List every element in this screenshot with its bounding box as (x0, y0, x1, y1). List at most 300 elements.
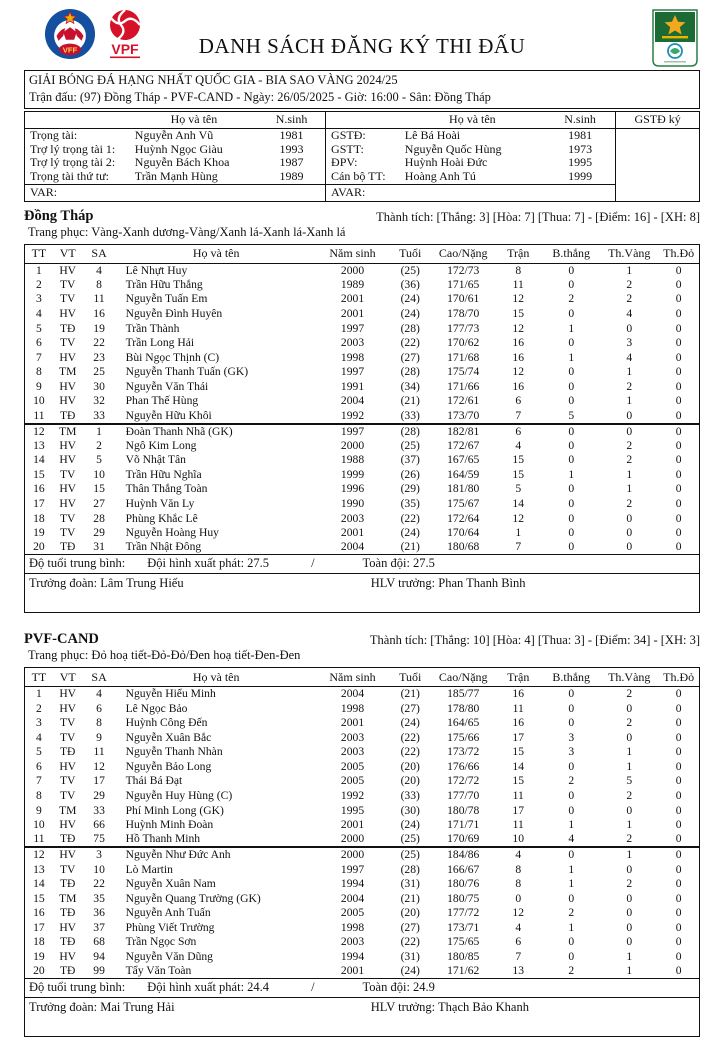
player-cell: Nguyễn Tuấn Em (125, 292, 208, 306)
player-cell: 1 (515, 526, 522, 540)
player-cell: 16 (512, 379, 525, 393)
leaders-row (24, 998, 700, 1037)
player-table (24, 244, 700, 556)
player-cell: 0 (568, 453, 575, 467)
player-cell: 171/62 (447, 964, 480, 978)
player-cell: 5 (626, 774, 633, 788)
officials-header-birth: N.sinh (545, 112, 616, 129)
player-cell: 12 (512, 292, 525, 306)
player-cell: 32 (93, 394, 105, 408)
officials-header-blank (326, 112, 400, 129)
player-cell: 2003 (340, 935, 365, 949)
player-cell: 3 (36, 716, 42, 730)
player-cell: 10 (93, 467, 105, 481)
player-cell: HV (59, 818, 77, 832)
player-table (24, 667, 700, 979)
player-cell: Trần Ngọc Sơn (125, 935, 197, 949)
player-cell: 2000 (340, 438, 365, 452)
player-cell: 0 (675, 307, 682, 320)
player-cell: 7 (515, 540, 522, 554)
player-cell: 4 (626, 307, 633, 320)
player-cell: (31) (400, 949, 420, 963)
player-cell: 1997 (340, 862, 365, 876)
player-cell: TĐ (59, 877, 76, 891)
player-cell: 0 (675, 277, 682, 291)
player-cell: 175/66 (447, 730, 480, 744)
col-header-tt: TT (25, 244, 53, 263)
player-cell: 2 (36, 701, 42, 715)
player-cell: (20) (400, 759, 420, 773)
player-cell: 15 (512, 774, 525, 788)
col-header-tt: TT (25, 668, 53, 687)
player-cell: 12 (93, 759, 105, 773)
player-cell: 15 (512, 745, 525, 759)
player-cell: (22) (400, 935, 420, 949)
player-row (25, 409, 700, 424)
player-cell: Nguyễn Hữu Khôi (116, 409, 317, 424)
player-cell: 167/65 (447, 453, 480, 467)
player-cell: 3 (626, 336, 633, 350)
player-cell: 0 (568, 511, 575, 525)
col-header-height-weight: Cao/Nặng (432, 668, 494, 687)
player-cell: TV (59, 774, 76, 788)
player-cell: 1 (36, 263, 42, 277)
player-cell: 15 (33, 467, 45, 481)
player-table-header-row (25, 668, 700, 687)
player-cell: 0 (626, 730, 633, 744)
officials-row (25, 156, 700, 170)
player-cell: 5 (36, 745, 42, 759)
player-cell: 178/70 (447, 307, 480, 320)
player-cell: 2003 (340, 336, 365, 350)
vpf-logo-icon (102, 8, 148, 60)
player-cell: (21) (400, 540, 420, 554)
player-cell: 177/70 (447, 789, 480, 803)
squad-age: Toàn đội: 27.5 (362, 556, 435, 571)
player-cell: (36) (400, 277, 420, 291)
player-cell: 175/67 (447, 497, 480, 511)
lineup-age: Đội hình xuất phát: 24.4 (147, 980, 270, 995)
player-cell: 0 (568, 497, 575, 511)
player-cell: Trần Hữu Nghĩa (125, 467, 202, 481)
player-cell: 4 (515, 848, 522, 862)
player-cell: Trần Long Hải (125, 336, 195, 350)
player-cell: TĐ (53, 409, 83, 424)
official-name: Huỳnh Hoài Đức (404, 156, 488, 170)
section-divider-space (24, 613, 700, 625)
player-row (25, 731, 700, 746)
player-cell: 1991 (340, 379, 365, 393)
official-name: Nguyễn Bách Khoa (134, 156, 230, 170)
player-cell: 3 (36, 292, 42, 306)
player-cell: Nguyễn Quang Trường (GK) (125, 891, 261, 905)
player-cell: 2 (568, 964, 575, 978)
player-cell: 0 (675, 818, 682, 832)
player-cell: 1997 (340, 424, 365, 438)
player-cell: 0 (626, 906, 633, 920)
player-cell: 16 (512, 350, 525, 364)
player-cell: 2004 (340, 687, 365, 701)
player-cell: Nguyễn Anh Tuấn (125, 906, 211, 920)
player-cell: Hồ Thanh Minh (116, 832, 317, 847)
player-cell: 1 (626, 949, 633, 963)
player-cell: Nguyễn Hoàng Huy (125, 526, 219, 540)
player-cell: Phùng Khắc Lê (125, 511, 198, 525)
player-cell: 1990 (340, 497, 365, 511)
player-cell: 172/61 (447, 394, 480, 408)
player-cell: 2005 (340, 759, 365, 773)
player-cell: 1994 (340, 949, 365, 963)
player-cell: Nguyễn Văn Dũng (125, 949, 213, 963)
player-cell: 0 (568, 949, 575, 963)
player-cell: (28) (400, 365, 420, 379)
player-cell: 1988 (340, 453, 365, 467)
player-cell: 11 (512, 789, 524, 803)
col-header-goals: B.thắng (542, 244, 600, 263)
team-kit: Trang phục: Vàng-Xanh dương-Vàng/Xanh lá-Xanh lá-Xanh lá (28, 224, 346, 239)
player-cell: (24) (400, 526, 420, 540)
player-cell: 1 (36, 687, 42, 701)
player-cell: 2003 (340, 745, 365, 759)
player-cell: 10 (33, 394, 45, 408)
document-header (24, 8, 700, 68)
player-cell: 2 (568, 292, 575, 306)
col-header-height-weight: Cao/Nặng (432, 244, 494, 263)
player-cell: TV (59, 730, 76, 744)
player-cell: 2 (626, 789, 633, 803)
player-cell: 1998 (340, 701, 365, 715)
player-cell: 1 (568, 877, 575, 891)
player-cell: 3 (568, 730, 575, 744)
player-cell: Phan Thế Hùng (125, 394, 199, 408)
col-header-sa: SA (83, 244, 116, 263)
player-cell: 8 (36, 365, 42, 379)
col-header-matches: Trận (494, 668, 542, 687)
player-cell: 1992 (317, 409, 389, 424)
player-cell: 8 (96, 716, 102, 730)
player-cell: 11 (25, 832, 53, 847)
player-cell: 2 (600, 832, 658, 847)
official-name: Nguyễn Anh Vũ (134, 128, 214, 142)
player-row (25, 394, 700, 409)
player-cell: 2003 (340, 511, 365, 525)
player-cell: 22 (93, 336, 105, 350)
player-cell: 2 (96, 438, 102, 452)
player-row (25, 745, 700, 760)
col-header-name: Họ và tên (116, 244, 317, 263)
page-title: DANH SÁCH ĐĂNG KÝ THI ĐẤU (198, 34, 526, 58)
player-cell: 4 (515, 920, 522, 934)
team-header (24, 207, 700, 225)
slash: / (311, 980, 315, 995)
player-cell: 8 (515, 877, 522, 891)
player-cell: 14 (512, 497, 525, 511)
player-cell: TV (59, 277, 76, 291)
player-cell: Nguyễn Bảo Long (125, 759, 212, 773)
official-name: Lê Bá Hoài (404, 128, 461, 142)
player-cell: 0 (675, 336, 682, 350)
player-cell: 173/70 (432, 409, 494, 424)
player-cell: 0 (675, 365, 682, 379)
player-cell: (20) (400, 774, 420, 788)
avar-label: AVAR: (326, 184, 616, 201)
player-cell: 4 (626, 350, 633, 364)
player-cell: 1 (626, 467, 633, 481)
player-cell: (24) (400, 964, 420, 978)
col-header-vt: VT (53, 244, 83, 263)
player-cell: 3 (568, 745, 575, 759)
player-cell: Thân Thắng Toàn (125, 482, 208, 496)
player-cell: 11 (512, 701, 524, 715)
player-cell: (22) (400, 336, 420, 350)
player-row (25, 760, 700, 775)
player-cell: 16 (33, 906, 45, 920)
player-row (25, 877, 700, 892)
player-cell: 2 (626, 292, 633, 306)
player-cell: 2 (626, 497, 633, 511)
player-cell: 15 (93, 482, 105, 496)
player-cell: (21) (400, 394, 420, 408)
col-header-red: Th.Đỏ (658, 244, 699, 263)
player-cell: (25) (400, 848, 420, 862)
player-cell: 11 (93, 292, 105, 306)
player-cell: HV (59, 920, 77, 934)
player-cell: 35 (93, 891, 105, 905)
player-cell: Huỳnh Công Đến (125, 716, 208, 730)
player-cell: 182/81 (447, 424, 480, 438)
player-row (25, 468, 700, 483)
player-cell: 171/71 (447, 818, 480, 832)
player-cell: 0 (568, 701, 575, 715)
player-cell: 0 (568, 379, 575, 393)
player-row (25, 511, 700, 526)
player-cell: Trần Hữu Thắng (125, 277, 203, 291)
player-row (25, 818, 700, 833)
player-cell: (26) (400, 467, 420, 481)
player-cell: 6 (36, 336, 42, 350)
player-cell: 1 (626, 964, 633, 978)
player-cell: 0 (515, 891, 522, 905)
player-cell: 0 (675, 774, 682, 788)
player-cell: TV (59, 862, 76, 876)
match-info-box (24, 70, 700, 109)
player-cell: (20) (400, 906, 420, 920)
player-cell: 0 (658, 832, 699, 847)
player-cell: (37) (400, 453, 420, 467)
player-cell: 2005 (340, 774, 365, 788)
player-cell: 1 (626, 365, 633, 379)
player-cell: 12 (512, 511, 525, 525)
player-cell: HV (59, 482, 77, 496)
player-cell: 4 (36, 307, 42, 320)
player-cell: 2 (36, 277, 42, 291)
player-cell: 0 (568, 263, 575, 277)
player-cell: 0 (675, 292, 682, 306)
player-cell: 2003 (340, 730, 365, 744)
player-cell: 1 (626, 848, 633, 862)
player-cell: 0 (626, 701, 633, 715)
col-header-goals: B.thắng (542, 668, 600, 687)
team-name: PVF-CAND (24, 631, 99, 648)
player-cell: 6 (515, 424, 522, 438)
player-cell: TV (59, 716, 76, 730)
age-label: Độ tuổi trung bình: (29, 980, 126, 995)
player-cell: HV (59, 949, 77, 963)
player-cell: (34) (400, 379, 420, 393)
sponsor-logos (650, 8, 700, 73)
player-cell: 6 (96, 701, 102, 715)
player-cell: TĐ (59, 745, 76, 759)
player-cell: 0 (675, 438, 682, 452)
player-cell: 0 (568, 307, 575, 320)
player-cell: 1 (96, 424, 102, 438)
player-cell: 6 (515, 935, 522, 949)
player-cell: 0 (675, 920, 682, 934)
player-cell: 0 (675, 453, 682, 467)
player-table-header-row (25, 244, 700, 263)
player-cell: 181/80 (447, 482, 480, 496)
official-role: GSTĐ: (331, 128, 366, 142)
official-role: Cán bộ TT: (331, 170, 386, 184)
player-cell: 2004 (340, 540, 365, 554)
officials-row (25, 170, 700, 184)
official-birth: 1987 (258, 156, 326, 170)
col-header-birth: Năm sinh (317, 244, 389, 263)
player-cell: 18 (33, 935, 45, 949)
player-cell: (21) (400, 891, 420, 905)
player-cell: 13 (33, 438, 45, 452)
player-cell: HV (59, 263, 77, 277)
player-cell: 12 (33, 424, 45, 438)
player-cell: 0 (626, 424, 633, 438)
player-cell: 175/74 (447, 365, 480, 379)
player-cell: 0 (675, 803, 682, 817)
player-row (25, 847, 700, 862)
leaders-row (24, 574, 700, 613)
player-cell: 2 (626, 379, 633, 393)
player-cell: 2001 (340, 818, 365, 832)
player-cell: Nguyễn Thanh Nhàn (125, 745, 223, 759)
player-cell: 172/67 (447, 438, 480, 452)
player-row (25, 687, 700, 702)
svg-text:VFF: VFF (62, 45, 78, 55)
player-cell: 17 (512, 803, 525, 817)
player-cell: 0 (568, 394, 575, 408)
match-details: Trận đấu: (97) Đồng Tháp - PVF-CAND - Ngày: 26/05/2025 - Giờ: 16:00 - Sân: Đồng Tháp (29, 90, 491, 104)
player-cell: 0 (626, 526, 633, 540)
player-cell: (27) (400, 920, 420, 934)
player-cell: 14 (512, 759, 525, 773)
player-cell: 0 (675, 321, 682, 335)
player-cell: 2000 (340, 263, 365, 277)
vff-logo-icon (44, 8, 96, 60)
player-cell: 1 (626, 482, 633, 496)
player-cell: (27) (400, 350, 420, 364)
player-row (25, 906, 700, 921)
player-cell: Nguyễn Xuân Bắc (125, 730, 212, 744)
player-cell: Thái Bá Đạt (125, 774, 183, 788)
player-cell: 180/85 (447, 949, 480, 963)
player-cell: 172/64 (447, 511, 480, 525)
tournament-name: GIẢI BÓNG ĐÁ HẠNG NHẤT QUỐC GIA - BIA SAO VÀNG 2024/25 (29, 73, 398, 87)
player-cell: 10 (33, 818, 45, 832)
player-cell: 0 (675, 745, 682, 759)
player-cell: 1997 (340, 365, 365, 379)
player-cell: 173/71 (447, 920, 480, 934)
player-cell: 177/73 (447, 321, 480, 335)
player-cell: TM (58, 891, 77, 905)
player-cell: 23 (93, 350, 105, 364)
official-birth: 1999 (545, 170, 616, 184)
player-cell: 0 (675, 482, 682, 496)
player-cell: (35) (400, 497, 420, 511)
player-cell: 0 (568, 424, 575, 438)
player-cell: 0 (626, 862, 633, 876)
player-cell: Lò Martin (125, 862, 173, 876)
official-name: Hoàng Anh Tú (404, 170, 476, 184)
player-cell: (29) (400, 482, 420, 496)
player-cell: 0 (568, 891, 575, 905)
player-row (25, 950, 700, 965)
player-row (25, 789, 700, 804)
player-cell: (24) (400, 307, 420, 320)
player-cell: 0 (658, 409, 699, 424)
player-cell: 1 (568, 818, 575, 832)
player-row (25, 365, 700, 380)
player-cell: 0 (675, 730, 682, 744)
player-cell: 2005 (340, 906, 365, 920)
player-cell: 172/72 (447, 774, 480, 788)
player-cell: (22) (400, 511, 420, 525)
player-cell: TĐ (59, 906, 76, 920)
player-cell: 20 (33, 964, 45, 978)
player-cell: Nguyễn Xuân Nam (125, 877, 216, 891)
player-cell: 2004 (340, 891, 365, 905)
player-cell: 0 (626, 540, 633, 554)
player-cell: 1 (568, 920, 575, 934)
officials-header-birth: N.sinh (258, 112, 326, 129)
player-cell: TM (58, 424, 77, 438)
player-cell: 17 (93, 774, 105, 788)
player-cell: (28) (400, 862, 420, 876)
player-cell: 12 (512, 365, 525, 379)
player-cell: 75 (83, 832, 116, 847)
player-cell: (28) (400, 424, 420, 438)
player-cell: TĐ (53, 832, 83, 847)
player-cell: 31 (93, 540, 105, 554)
player-cell: 33 (93, 803, 105, 817)
official-role: Trọng tài thứ tư: (30, 170, 109, 184)
var-row (25, 184, 700, 201)
player-cell: 12 (33, 848, 45, 862)
player-cell: 11 (93, 745, 105, 759)
slash: / (311, 556, 315, 571)
player-cell: 1989 (340, 277, 365, 291)
player-cell: 0 (675, 394, 682, 408)
player-cell: 171/65 (447, 277, 480, 291)
player-cell: 19 (93, 321, 105, 335)
player-cell: (31) (400, 877, 420, 891)
player-cell: HV (59, 848, 77, 862)
player-cell: 7 (494, 409, 542, 424)
player-cell: 0 (675, 467, 682, 481)
player-cell: 22 (93, 877, 105, 891)
player-cell: (25) (388, 832, 432, 847)
player-cell: 8 (515, 263, 522, 277)
player-cell: HV (59, 394, 77, 408)
player-cell: 170/62 (447, 336, 480, 350)
player-cell: 16 (512, 716, 525, 730)
